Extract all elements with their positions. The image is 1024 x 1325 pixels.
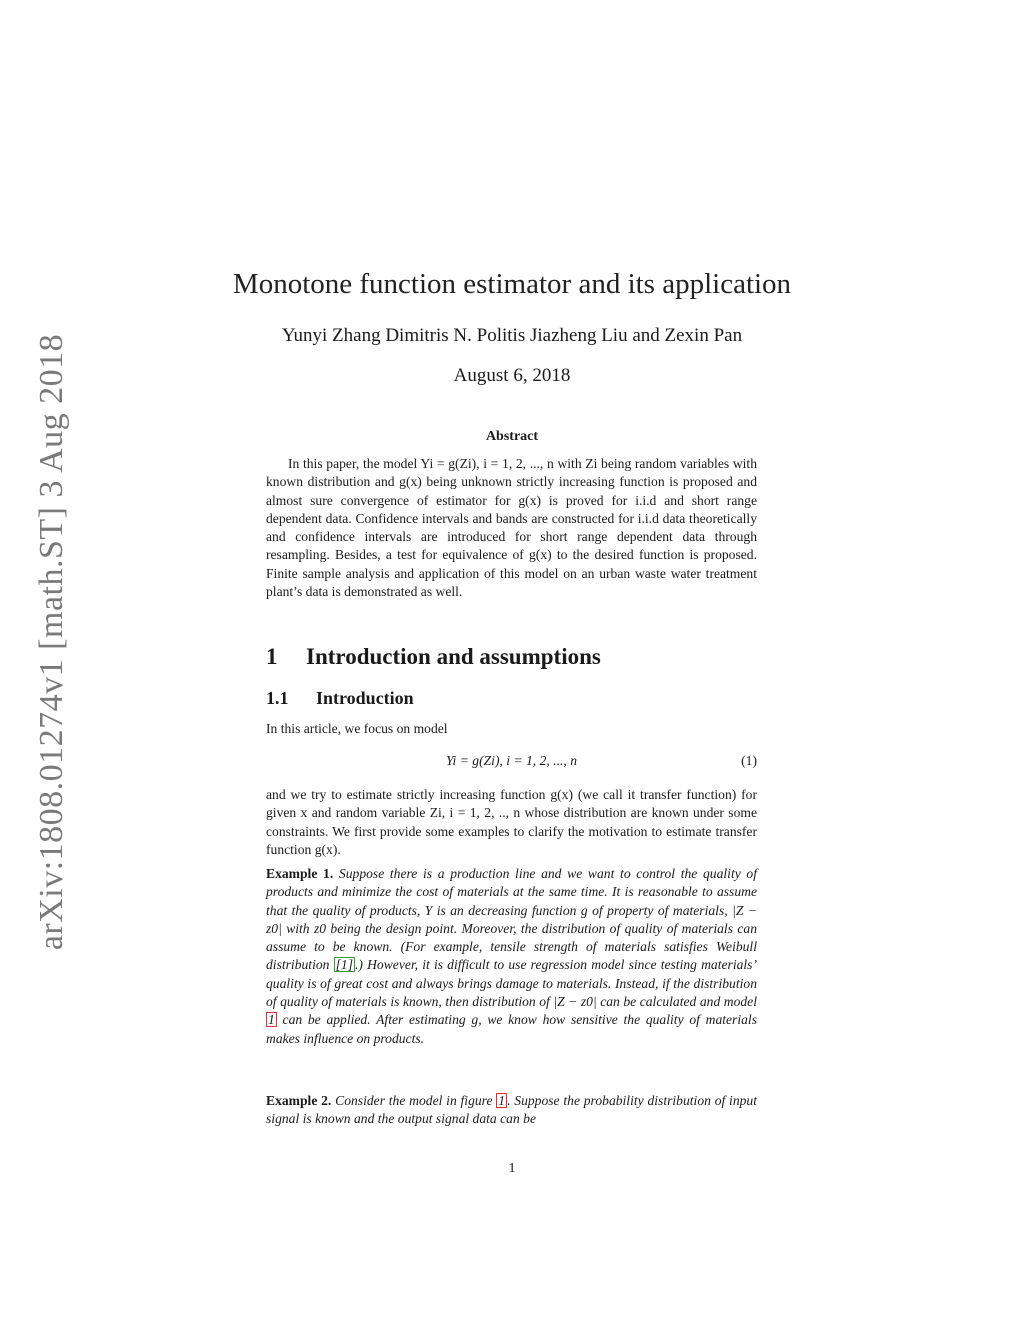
figure-link-1[interactable]: 1 bbox=[498, 1093, 506, 1108]
equation-body: Yi = g(Zi), i = 1, 2, ..., n bbox=[445, 753, 577, 768]
intro-paragraph: In this article, we focus on model bbox=[266, 721, 448, 736]
abstract-text: In this paper, the model Yi = g(Zi), i = 1, 2, ..., n with Zi being random variables with known distribution and g(x) being unknown strictly increasing function is proposed and almost sure convergence of estimator for g(x) is proved for i.i.d and short range dependent data. Confidence intervals and bands are constructed for i.i.d data theoretically and confidence intervals are introduced for short range dependent data through resampling. Besides, a test for equivalence of g(x) to the desired function is proposed. Finite sample analysis and application of this model on an urban waste water treatment plant’s data is demonstrated as well. bbox=[266, 456, 757, 600]
example-1-text-part3: can be applied. After estimating g, we know how sensitive the quality of materials makes influence on products. bbox=[266, 1012, 757, 1046]
example-1-text-part2: .) However, it is difficult to use regression model since testing materials’ quality is of great cost and always brings damage to materials. Instead, if the distribution of quality of materials is known, then distribution of |Z − z0| can be calculated and model bbox=[266, 957, 757, 1010]
equation-1 bbox=[266, 753, 757, 769]
after-equation-paragraph: and we try to estimate strictly increasing function g(x) (we call it transfer function) for given x and random variable Zi, i = 1, 2, .., n whose distribution are known under some constraints. We first provide some examples to clarify the motivation to estimate transfer function g(x). bbox=[266, 787, 757, 857]
paper-authors: Yunyi Zhang Dimitris N. Politis Jiazheng Liu and Zexin Pan bbox=[281, 325, 743, 346]
subsection-title: Introduction bbox=[316, 688, 414, 708]
example-1 bbox=[266, 865, 757, 1048]
example-2-text-part1: Consider the model in figure bbox=[335, 1093, 493, 1108]
equation-number: (1) bbox=[741, 753, 757, 768]
example-2-label: Example 2. bbox=[266, 1093, 332, 1108]
example-2 bbox=[266, 1092, 757, 1129]
section-number: 1 bbox=[266, 644, 278, 669]
page-number: 1 bbox=[508, 1161, 516, 1176]
subsection-number: 1.1 bbox=[266, 688, 289, 708]
paper-date: August 6, 2018 bbox=[453, 365, 571, 386]
citation-link-1[interactable]: [1] bbox=[335, 957, 354, 973]
section-title: Introduction and assumptions bbox=[306, 644, 601, 669]
section-heading bbox=[266, 644, 601, 670]
arxiv-identifier-stamp: arXiv:1808.01274v1 [math.ST] 3 Aug 2018 bbox=[33, 333, 70, 951]
abstract-heading: Abstract bbox=[485, 429, 539, 444]
example-1-label: Example 1. bbox=[266, 866, 334, 881]
subsection-heading bbox=[266, 688, 414, 709]
example-2-text-part2: . Suppose the probability distribution of input signal is known and the output signal data can be bbox=[266, 1093, 757, 1127]
paper-title: Monotone function estimator and its application bbox=[232, 268, 792, 300]
example-1-text-part1: Suppose there is a production line and we want to control the quality of products and minimize the cost of materials at the same time. It is reasonable to assume that the quality of products, Y is an decreasing function g of property of materials, |Z − z0| with z0 being the design point. Moreover, the distribution of quality of materials can assume to be known. (For example, tensile strength of materials satisfies Weibull distribution bbox=[266, 866, 757, 973]
equation-link-1[interactable]: 1 bbox=[268, 1012, 275, 1028]
